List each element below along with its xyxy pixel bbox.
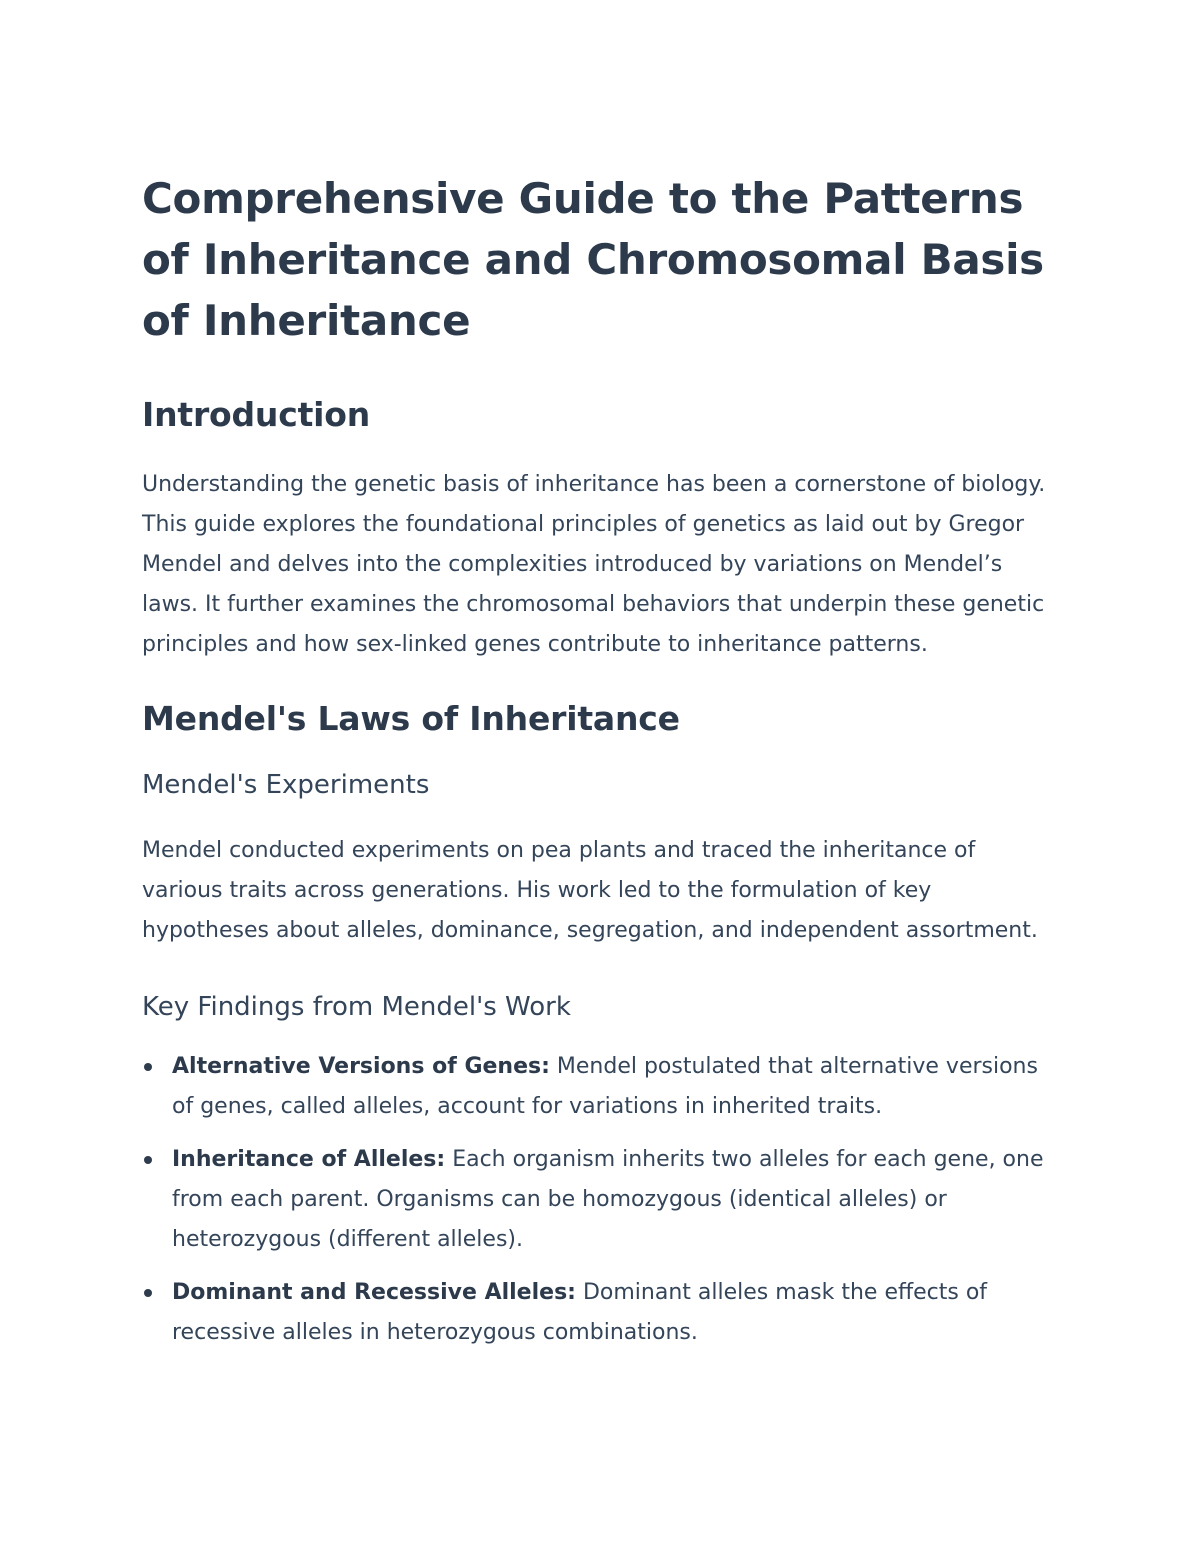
list-item-text: Each organism inherits two alleles for each gene, one from each parent. Organisms can be homozygous (identical alleles) or heterozygous (different alleles). xyxy=(172,1147,1044,1252)
list-item xyxy=(142,1273,1062,1353)
document-page xyxy=(142,168,1062,1366)
introduction-paragraph: Understanding the genetic basis of inheritance has been a cornerstone of biology. This guide explores the foundational principles of genetics as laid out by Gregor Mendel and delves into the complexities introduced by variations on Mendel’s laws. It further examines the chromosomal behaviors that underpin these genetic principles and how sex-linked genes contribute to inheritance patterns. xyxy=(142,472,1046,657)
list-item-text: Dominant alleles mask the effects of recessive alleles in heterozygous combinations. xyxy=(172,1280,988,1345)
subsection-heading-key-findings: Key Findings from Mendel's Work xyxy=(142,992,571,1022)
list-item xyxy=(142,1047,1062,1127)
experiments-paragraph: Mendel conducted experiments on pea plants and traced the inheritance of various traits across generations. His work led to the formulation of key hypotheses about alleles, dominance, segregation, and independent assortment. xyxy=(142,838,1038,943)
list-item-term: Dominant and Recessive Alleles: xyxy=(172,1280,576,1305)
list-item xyxy=(142,1140,1062,1260)
list-item-term: Alternative Versions of Genes: xyxy=(172,1054,550,1079)
bullet-icon xyxy=(144,1063,152,1071)
bullet-icon xyxy=(144,1289,152,1297)
bullet-icon xyxy=(144,1156,152,1164)
subsection-heading-experiments: Mendel's Experiments xyxy=(142,770,430,800)
key-findings-list xyxy=(142,1047,1062,1353)
document-title: Comprehensive Guide to the Patterns of Inheritance and Chromosomal Basis of Inheritance xyxy=(142,174,1044,345)
list-item-term: Inheritance of Alleles: xyxy=(172,1147,446,1172)
list-item-text: Mendel postulated that alternative versions of genes, called alleles, account for variations in inherited traits. xyxy=(172,1054,1038,1119)
section-heading-introduction: Introduction xyxy=(142,395,371,434)
section-heading-mendel-laws: Mendel's Laws of Inheritance xyxy=(142,699,680,738)
